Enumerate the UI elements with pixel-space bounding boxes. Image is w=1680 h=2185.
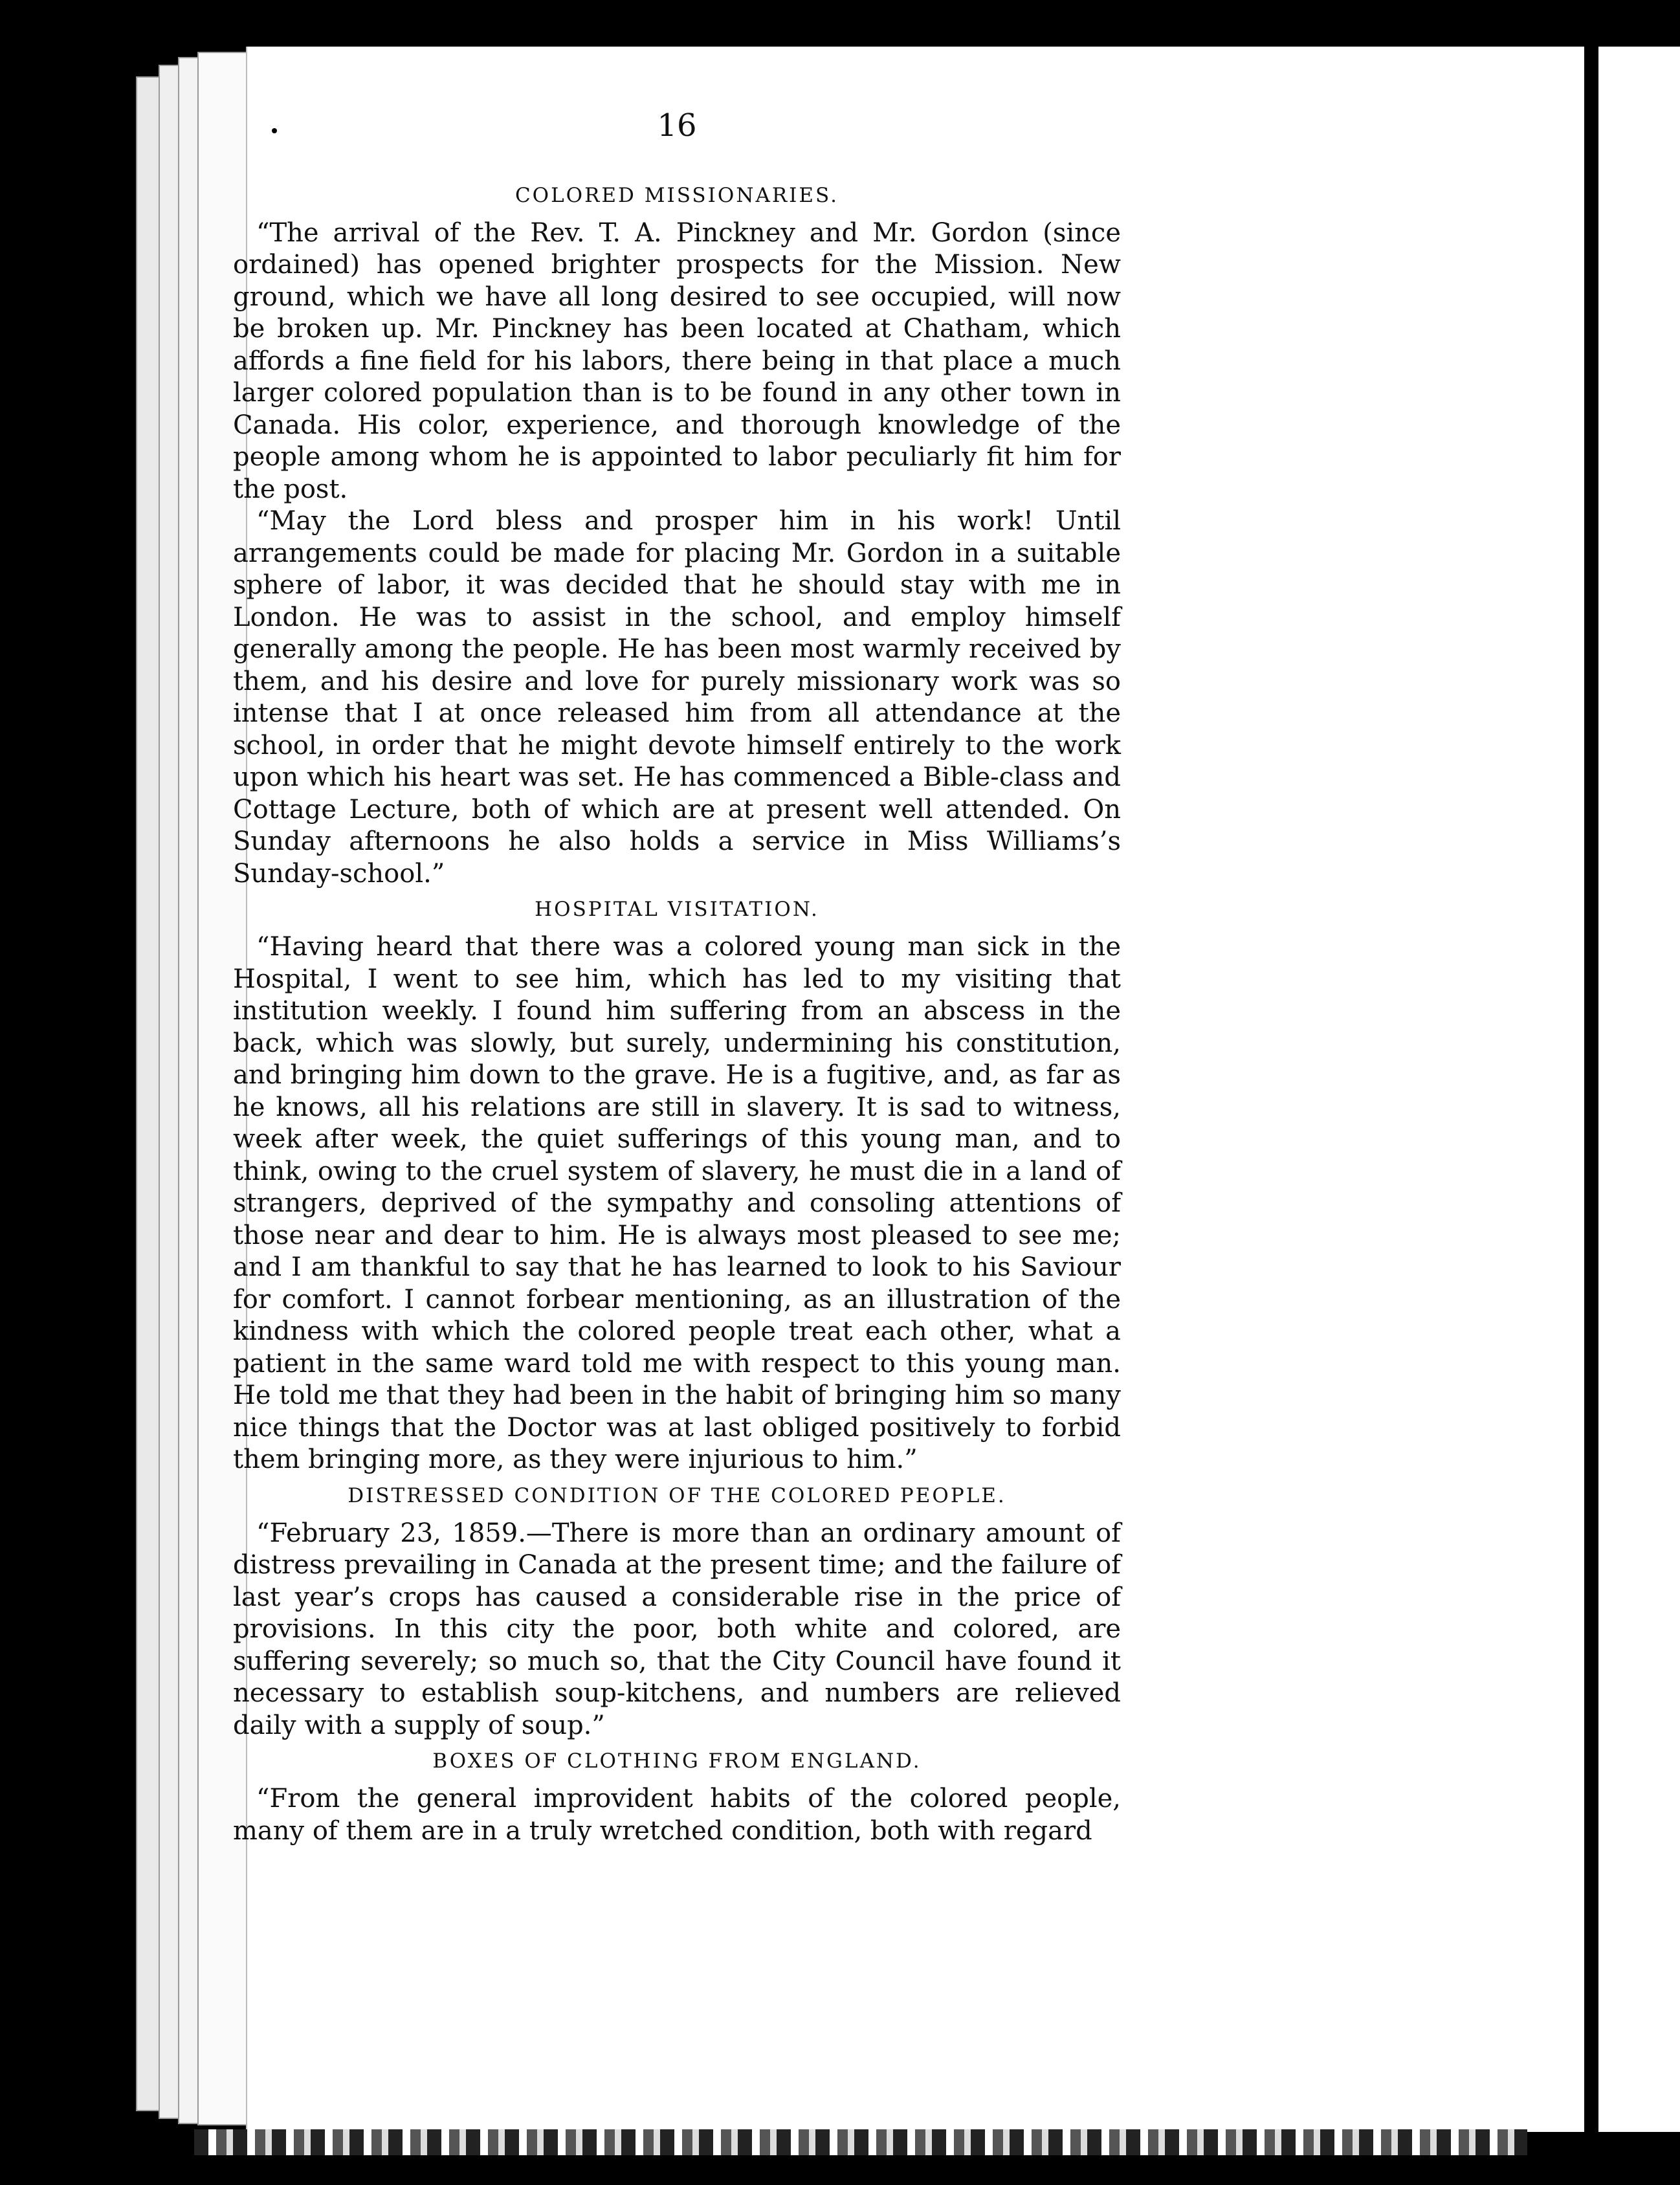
paragraph: “Having heard that there was a colored young man sick in the Hospital, I went to see him, which has led to my visiting that institution weekly. I found him suffering from an abscess in the back, which was slowly, but surely, undermining his constitution, and bringing him down to the grave. He is a fugitive, and, as far as he knows, all his relations are still in slavery. It is sad to witness, week after week, the quiet sufferings of this young man, and to think, owing to the cruel system of slavery, he must die in a land of strangers, deprived of the sympathy and consoling attentions of those near and dear to him. He is always most pleased to see me; and I am thankful to say that he has learned to look to his Saviour for comfort. I cannot forbear mentioning, as an illustration of the kindness with which the colored people treat each other, what a patient in the same ward told me with respect to this young man. He told me that they had been in the habit of bringing him so many nice things that the Doctor was at last obliged positively to forbid them bringing more, as they were injurious to him.”	[233, 932, 1121, 1474]
page-content	[233, 107, 1121, 1847]
section-heading-boxes-of-clothing: BOXES OF CLOTHING FROM ENGLAND.	[432, 1749, 922, 1773]
section-heading-hospital-visitation: HOSPITAL VISITATION.	[535, 898, 819, 921]
section-heading-distressed-condition: DISTRESSED CONDITION OF THE COLORED PEOPLE.	[348, 1483, 1006, 1507]
paragraph: “February 23, 1859.—There is more than an ordinary amount of distress prevailing in Canada at the present time; and the failure of last year’s crops has caused a considerable rise in the price of provisions. In this city the poor, both white and colored, are suffering severely; so much so, that the City Council have found it necessary to establish soup-kitchens, and numbers are relieved daily with a supply of soup.”	[233, 1518, 1121, 1740]
book-bottom-edge	[194, 2129, 1527, 2155]
print-speck	[40, 521, 49, 527]
facing-page-edge	[1598, 47, 1680, 2132]
paragraph: “The arrival of the Rev. T. A. Pinckney and Mr. Gordon (since ordained) has opened brighter prospects for the Mission. New ground, which we have all long desired to see occupied, will now be broken up. Mr. Pinckney has been located at Chatham, which affords a fine field for his labors, there being in that place a much larger colored population than is to be found in any other town in Canada. His color, experience, and thorough knowledge of the people among whom he is appointed to labor peculiarly fit him for the post.	[233, 217, 1121, 504]
page-gutter	[1584, 47, 1598, 2132]
paragraph: “May the Lord bless and prosper him in his work! Until arrangements could be made for placing Mr. Gordon in a suitable sphere of labor, it was decided that he should stay with me in London. He was to assist in the school, and employ himself generally among the people. He has been most warmly received by them, and his desire and love for purely missionary work was so intense that I at once released him from all attendance at the school, in order that he might devote himself entirely to the work upon which his heart was set. He has commenced a Bible-class and Cottage Lecture, both of which are at present well attended. On Sunday afternoons he also holds a service in Miss Williams’s Sunday-school.”	[233, 506, 1121, 889]
page-number: 16	[657, 107, 697, 144]
paragraph: “From the general improvident habits of the colored people, many of them are in a truly wretched condition, both with regard	[233, 1784, 1121, 1846]
section-heading-colored-missionaries: COLORED MISSIONARIES.	[514, 183, 839, 207]
